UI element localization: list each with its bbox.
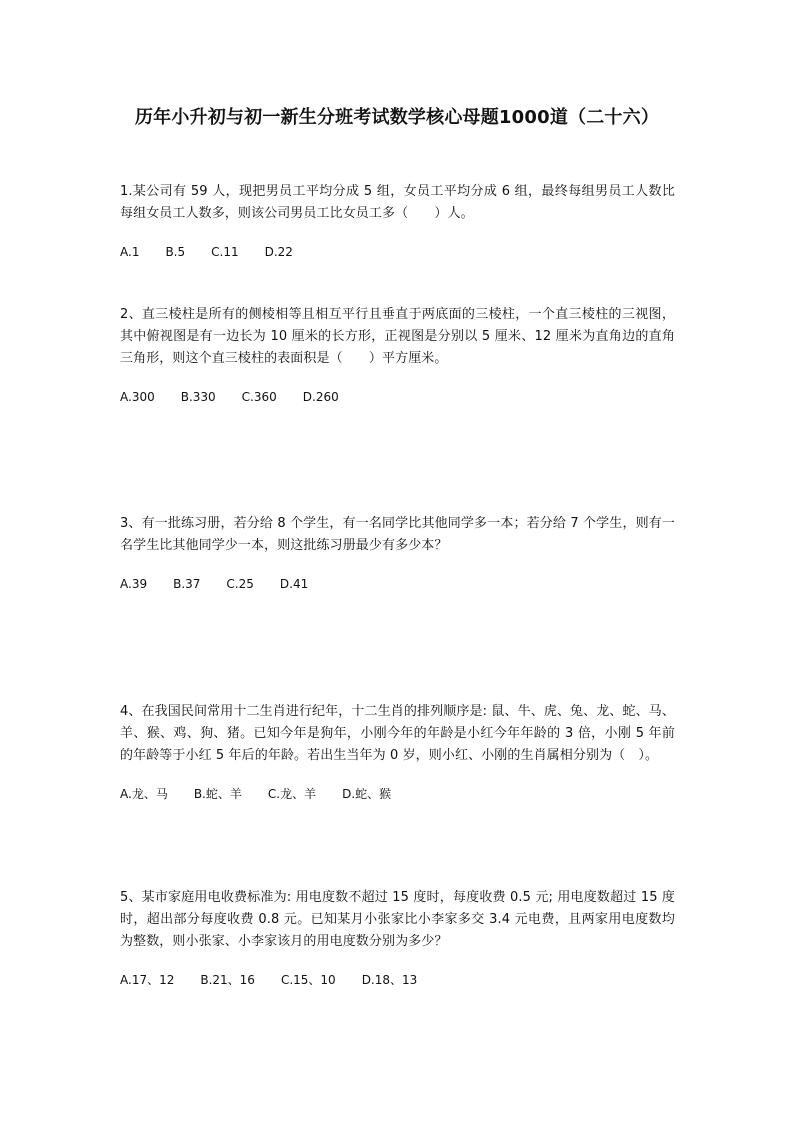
option-a: A.龙、马 — [120, 787, 168, 801]
question-1 — [120, 181, 675, 261]
option-a: A.17、12 — [120, 973, 175, 987]
option-d: D.18、13 — [361, 973, 418, 987]
option-b: B.37 — [173, 577, 201, 591]
option-b: B.330 — [180, 390, 216, 404]
option-a: A.39 — [120, 577, 148, 591]
question-3 — [120, 513, 675, 593]
answer-options — [120, 575, 675, 593]
answer-options — [120, 243, 675, 261]
option-b: B.5 — [165, 245, 186, 259]
option-b: B.21、16 — [200, 973, 255, 987]
option-d: D.22 — [264, 245, 293, 259]
answer-options — [120, 971, 675, 989]
question-text: 2、直三棱柱是所有的侧棱相等且相互平行且垂直于两底面的三棱柱，一个直三棱柱的三视图， 其中俯视图是有一边长为 10 厘米的长方形，正视图是分别以 5 厘米、12 厘米为直角边的直角三角形，则这个直三棱柱的表面积是（ ）平方厘米。 — [120, 307, 675, 366]
answer-options — [120, 785, 675, 803]
answer-options — [120, 388, 675, 406]
option-c: C.11 — [211, 245, 239, 259]
option-d: D.41 — [279, 577, 309, 591]
option-a: A.1 — [120, 245, 140, 259]
option-a: A.300 — [120, 390, 155, 404]
question-text: 3、有一批练习册，若分给 8 个学生，有一名同学比其他同学多一本；若分给 7 个学生，则有一名学生比其他同学少一本，则这批练习册最少有多少本？ — [120, 516, 675, 553]
question-text: 1.某公司有 59 人，现把男员工平均分成 5 组，女员工平均分成 6 组，最终每组男员工人数比每组女员工人数多，则该公司男员工比女员工多（ ）人。 — [120, 184, 675, 221]
option-b: B.蛇、羊 — [193, 787, 242, 801]
option-c: C.25 — [226, 577, 254, 591]
option-c: C.360 — [241, 390, 277, 404]
option-c: C.龙、羊 — [267, 787, 317, 801]
option-c: C.15、10 — [280, 973, 336, 987]
question-text: 4、在我国民间常用十二生肖进行纪年，十二生肖的排列顺序是: 鼠、牛、虎、兔、龙、蛇、马、羊、猴、鸡、狗、猪。已知今年是狗年，小刚今年的年龄是小红今年年龄的 3 倍，小刚 5 年前的年龄等于小红 5 年后的年龄。若出生当年为 0 岁，则小红、小刚的生肖属相分别为（ ）。 — [120, 704, 675, 763]
question-4 — [120, 701, 675, 803]
document-title: 历年小升初与初一新生分班考试数学核心母题1000道（二十六） — [134, 107, 660, 128]
question-2 — [120, 304, 675, 406]
option-d: D.蛇、猴 — [342, 787, 392, 801]
question-text: 5、某市家庭用电收费标准为: 用电度数不超过 15 度时，每度收费 0.5 元; 用电度数超过 15 度时，超出部分每度收费 0.8 元。已知某月小张家比小李家多交 3.4 元电费，且两家用电度数均为整数，则小张家、小李家该月的用电度数分别为多少？ — [120, 890, 675, 949]
option-d: D.260 — [302, 390, 339, 404]
question-5 — [120, 887, 675, 989]
